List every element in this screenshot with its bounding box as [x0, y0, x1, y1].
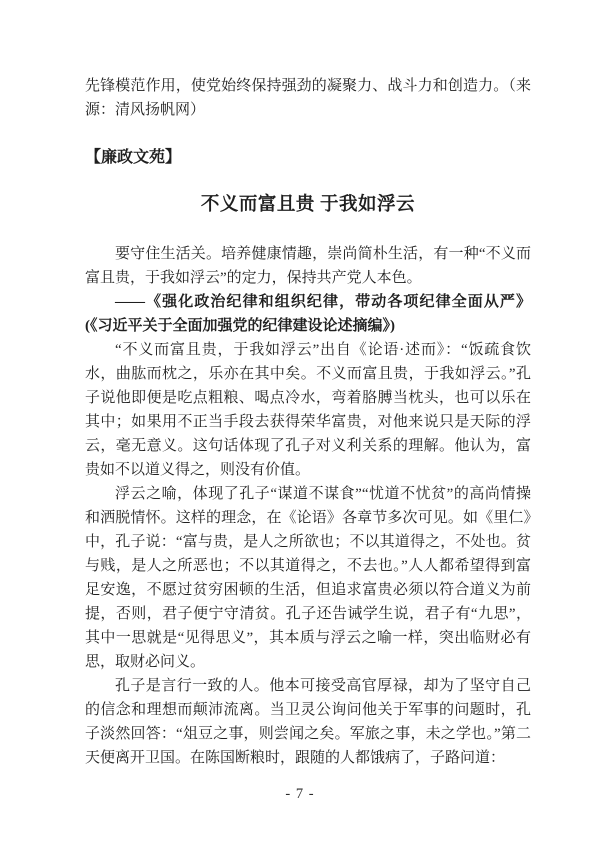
article-paragraph: “不义而富且贵，于我如浮云”出自《论语·述而》：“饭疏食饮水，曲肱而枕之，乐亦在其中矣。不义而富且贵，于我如浮云。”孔子说他即便是吃点粗粮、喝点冷水，弯着胳膊当枕头，也可以乐在其中；如果用不正当手段去获得荣华富贵，对他来说只是天际的浮云，毫无意义。这句话体现了孔子对义利关系的理解。他认为，富贵如不以道义得之，则没有价值。: [85, 342, 531, 478]
article-title: 不义而富且贵 于我如浮云: [200, 195, 416, 215]
article-paragraph: 浮云之喻，体现了孔子“谋道不谋食”“忧道不忧贫”的高尚情操和洒脱情怀。这样的理念，在《论语》各章节多次可见。如《里仁》中，孔子说：“富与贵，是人之所欲也；不以其道得之，不处也。贫与贱，是人之所恶也；不以其道得之，不去也。”人人都希望得到富足安逸，不愿过贫穷困顿的生活，但追求富贵必须以符合道义为前提，否则，君子便宁守清贫。孔子还告诫学生说，君子有“九思”，其中一思就是“见得思义”，其本质与浮云之喻一样，突出临财必有思，取财必问义。: [85, 486, 531, 670]
article-citation-paragraph: ——《强化政治纪律和组织纪律，带动各项纪律全面从严》(《习近平关于全面加强党的纪律建设论述摘编》): [85, 294, 531, 334]
article-paragraph: 要守住生活关。培养健康情趣，崇尚简朴生活，有一种“不义而富且贵，于我如浮云”的定力，保持共产党人本色。: [85, 246, 531, 286]
section-header: 【廉政文苑】: [85, 149, 182, 166]
page-number: - 7 -: [285, 786, 315, 802]
page-content: [85, 74, 531, 770]
article-paragraph: 孔子是言行一致的人。他本可接受高官厚禄，却为了坚守自己的信念和理想而颠沛流离。当卫灵公询问他关于军事的问题时，孔子淡然回答：“俎豆之事，则尝闻之矣。军旅之事，未之学也。”第二天便离开卫国。在陈国断粮时，跟随的人都饿病了，子路问道：: [85, 678, 531, 766]
intro-paragraph: 先锋模范作用，使党始终保持强劲的凝聚力、战斗力和创造力。（来源：清风扬帆网）: [85, 78, 531, 118]
